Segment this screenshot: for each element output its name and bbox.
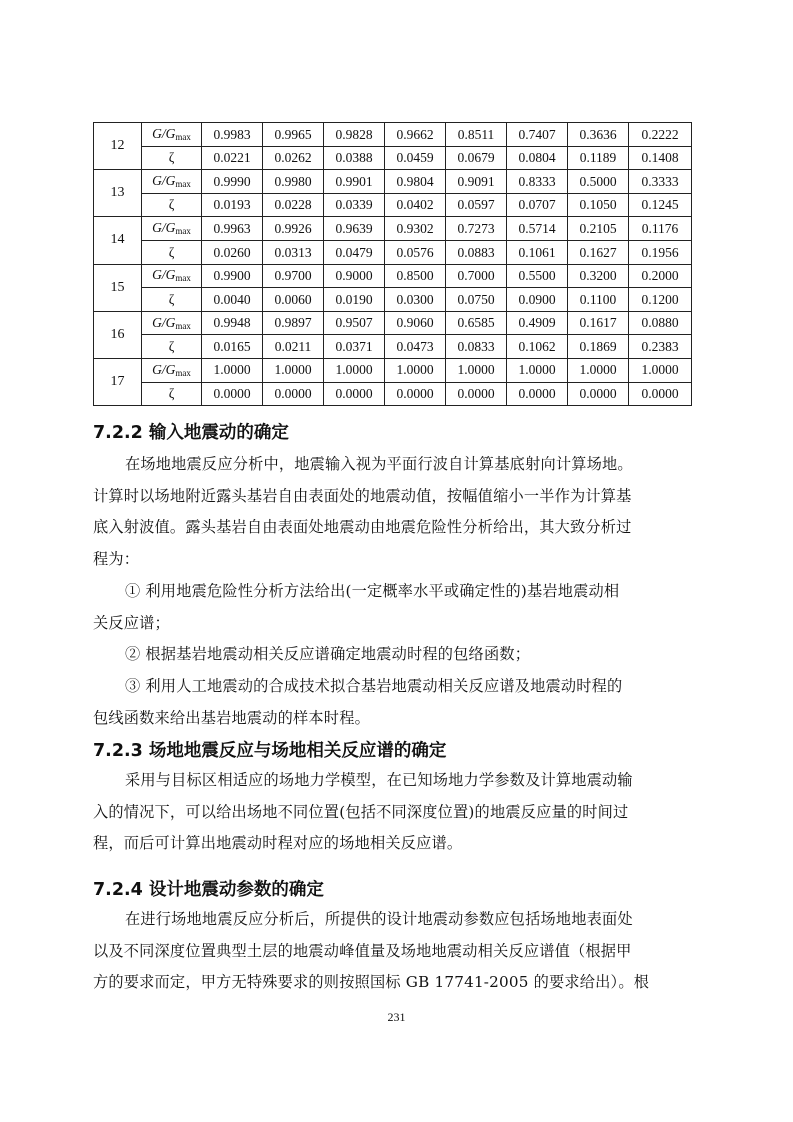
table-cell: 0.0313 <box>263 240 324 264</box>
modulus-ratio-symbol <box>142 217 202 241</box>
table-cell: 0.0750 <box>446 288 507 312</box>
table-cell: 0.0402 <box>385 193 446 217</box>
table-cell: 1.0000 <box>446 358 507 382</box>
table-cell: 0.0900 <box>507 288 568 312</box>
paragraph-site-response <box>93 765 697 860</box>
table-cell: 0.0300 <box>385 288 446 312</box>
table-cell: 0.0339 <box>324 193 385 217</box>
paragraph-design-parameters <box>93 904 697 999</box>
section-heading-7-2-3: 7.2.3 场地地震反应与场地相关反应谱的确定 <box>93 741 447 761</box>
soil-layer-number: 12 <box>94 123 142 170</box>
table-cell: 0.5500 <box>507 264 568 288</box>
damping-ratio-symbol: ζ <box>142 240 202 264</box>
table-cell: 0.0000 <box>263 382 324 406</box>
table-cell: 0.9639 <box>324 217 385 241</box>
table-cell: 0.9965 <box>263 123 324 147</box>
table-cell: 0.1200 <box>629 288 692 312</box>
modulus-ratio-symbol <box>142 264 202 288</box>
modulus-ratio-subscript: max <box>175 131 191 142</box>
modulus-ratio-symbol <box>142 311 202 335</box>
modulus-ratio-symbol-text: G/G <box>152 314 176 330</box>
table-cell: 0.1050 <box>568 193 629 217</box>
soil-layer-number: 15 <box>94 264 142 311</box>
damping-ratio-symbol: ζ <box>142 382 202 406</box>
table-cell: 1.0000 <box>263 358 324 382</box>
damping-ratio-symbol: ζ <box>142 288 202 312</box>
modulus-ratio-symbol <box>142 170 202 194</box>
table-row <box>94 264 692 288</box>
text-line: 程为： <box>93 550 140 569</box>
table-cell: 0.9963 <box>202 217 263 241</box>
table-cell: 0.0479 <box>324 240 385 264</box>
table-cell: 0.5000 <box>568 170 629 194</box>
table-cell: 0.9060 <box>385 311 446 335</box>
table-cell: 0.0597 <box>446 193 507 217</box>
damping-ratio-symbol: ζ <box>142 193 202 217</box>
table-cell: 1.0000 <box>385 358 446 382</box>
table-row <box>94 146 692 170</box>
modulus-ratio-symbol <box>142 123 202 147</box>
table-cell: 0.1627 <box>568 240 629 264</box>
table-cell: 1.0000 <box>202 358 263 382</box>
text-line: 底入射波值。露头基岩自由表面处地震动由地震危险性分析给出，其大致分析过 <box>93 518 632 537</box>
paragraph-input-motion <box>93 449 697 734</box>
table-cell: 0.2383 <box>629 335 692 359</box>
parameter-table-body <box>94 123 692 406</box>
table-cell: 0.9302 <box>385 217 446 241</box>
soil-layer-number: 14 <box>94 217 142 264</box>
table-cell: 0.8333 <box>507 170 568 194</box>
table-cell: 0.0040 <box>202 288 263 312</box>
text-line: 方的要求而定，甲方无特殊要求的则按照国标 GB 17741-2005 的要求给出）。根 <box>93 973 650 992</box>
section-heading-7-2-2: 7.2.2 输入地震动的确定 <box>93 423 289 443</box>
table-cell: 0.3636 <box>568 123 629 147</box>
table-cell: 0.9000 <box>324 264 385 288</box>
table-cell: 0.0371 <box>324 335 385 359</box>
table-row <box>94 170 692 194</box>
table-cell: 0.9900 <box>202 264 263 288</box>
table-cell: 1.0000 <box>568 358 629 382</box>
table-cell: 1.0000 <box>324 358 385 382</box>
table-cell: 0.9507 <box>324 311 385 335</box>
table-row <box>94 311 692 335</box>
list-item-2: ② 根据基岩地震动相关反应谱确定地震动时程的包络函数； <box>125 645 531 664</box>
table-cell: 0.0804 <box>507 146 568 170</box>
table-cell: 0.0221 <box>202 146 263 170</box>
modulus-ratio-symbol-text: G/G <box>152 267 176 283</box>
table-cell: 0.9990 <box>202 170 263 194</box>
text-line: 程，而后可计算出地震动时程对应的场地相关反应谱。 <box>93 834 463 853</box>
table-row <box>94 358 692 382</box>
table-cell: 1.0000 <box>507 358 568 382</box>
modulus-ratio-subscript: max <box>175 226 191 237</box>
table-cell: 0.8511 <box>446 123 507 147</box>
table-cell: 0.9897 <box>263 311 324 335</box>
table-cell: 0.9901 <box>324 170 385 194</box>
table-cell: 0.0833 <box>446 335 507 359</box>
modulus-ratio-subscript: max <box>175 367 191 378</box>
table-cell: 0.0190 <box>324 288 385 312</box>
parameter-table <box>93 122 692 406</box>
table-cell: 0.4909 <box>507 311 568 335</box>
table-cell: 0.9828 <box>324 123 385 147</box>
table-cell: 0.9926 <box>263 217 324 241</box>
table-cell: 0.0679 <box>446 146 507 170</box>
table-cell: 1.0000 <box>629 358 692 382</box>
table-cell: 0.0060 <box>263 288 324 312</box>
table-cell: 0.9983 <box>202 123 263 147</box>
table-cell: 0.0000 <box>629 382 692 406</box>
list-item-1-cont: 关反应谱； <box>93 613 170 632</box>
table-cell: 0.1408 <box>629 146 692 170</box>
table-row <box>94 335 692 359</box>
text-line: 计算时以场地附近露头基岩自由表面处的地震动值，按幅值缩小一半作为计算基 <box>93 486 632 505</box>
table-cell: 0.3333 <box>629 170 692 194</box>
page-number: 231 <box>387 1010 406 1024</box>
list-item-3: ③ 利用人工地震动的合成技术拟合基岩地震动相关反应谱及地震动时程的 <box>125 676 623 695</box>
table-cell: 0.0165 <box>202 335 263 359</box>
modulus-ratio-symbol-text: G/G <box>152 220 176 236</box>
soil-layer-number: 13 <box>94 170 142 217</box>
table-row <box>94 217 692 241</box>
table-cell: 0.1062 <box>507 335 568 359</box>
modulus-ratio-symbol-text: G/G <box>152 125 176 141</box>
list-item-3-cont: 包线函数来给出基岩地震动的样本时程。 <box>93 708 370 727</box>
table-row <box>94 288 692 312</box>
table-cell: 0.1100 <box>568 288 629 312</box>
modulus-ratio-symbol <box>142 358 202 382</box>
text-line: 采用与目标区相适应的场地力学模型，在已知场地力学参数及计算地震动输 <box>125 771 633 789</box>
text-line: 在进行场地地震反应分析后，所提供的设计地震动参数应包括场地地表面处 <box>125 910 633 928</box>
table-cell: 0.0880 <box>629 311 692 335</box>
table-row <box>94 382 692 406</box>
table-cell: 0.0576 <box>385 240 446 264</box>
modulus-ratio-subscript: max <box>175 178 191 189</box>
table-cell: 0.0000 <box>507 382 568 406</box>
modulus-ratio-symbol-text: G/G <box>152 172 176 188</box>
table-cell: 0.0707 <box>507 193 568 217</box>
table-cell: 0.6585 <box>446 311 507 335</box>
table-cell: 0.9662 <box>385 123 446 147</box>
table-cell: 0.0000 <box>202 382 263 406</box>
table-cell: 0.0262 <box>263 146 324 170</box>
soil-layer-number: 17 <box>94 358 142 405</box>
table-cell: 0.9091 <box>446 170 507 194</box>
table-cell: 0.1176 <box>629 217 692 241</box>
table-cell: 0.7407 <box>507 123 568 147</box>
damping-ratio-symbol: ζ <box>142 146 202 170</box>
table-cell: 0.0000 <box>568 382 629 406</box>
table-cell: 0.0000 <box>324 382 385 406</box>
table-cell: 0.0000 <box>385 382 446 406</box>
table-cell: 0.0459 <box>385 146 446 170</box>
table-cell: 0.9980 <box>263 170 324 194</box>
section-heading-7-2-4: 7.2.4 设计地震动参数的确定 <box>93 880 324 900</box>
table-cell: 0.8500 <box>385 264 446 288</box>
modulus-ratio-symbol-text: G/G <box>152 361 176 377</box>
table-cell: 0.0228 <box>263 193 324 217</box>
table-cell: 0.1061 <box>507 240 568 264</box>
text-line: 以及不同深度位置典型土层的地震动峰值量及场地地震动相关反应谱值（根据甲 <box>93 941 632 960</box>
table-cell: 0.7000 <box>446 264 507 288</box>
list-item-1: ① 利用地震危险性分析方法给出(一定概率水平或确定性的)基岩地震动相 <box>125 581 620 600</box>
table-cell: 0.0000 <box>446 382 507 406</box>
modulus-ratio-subscript: max <box>175 273 191 284</box>
table-cell: 0.1956 <box>629 240 692 264</box>
table-cell: 0.3200 <box>568 264 629 288</box>
table-cell: 0.9700 <box>263 264 324 288</box>
table-cell: 0.1617 <box>568 311 629 335</box>
table-cell: 0.1245 <box>629 193 692 217</box>
table-cell: 0.0260 <box>202 240 263 264</box>
table-cell: 0.2105 <box>568 217 629 241</box>
text-line: 在场地地震反应分析中，地震输入视为平面行波自计算基底射向计算场地。 <box>125 455 633 473</box>
table-cell: 0.0211 <box>263 335 324 359</box>
table-cell: 0.2222 <box>629 123 692 147</box>
table-cell: 0.0388 <box>324 146 385 170</box>
table-row <box>94 123 692 147</box>
table-cell: 0.1869 <box>568 335 629 359</box>
table-row <box>94 240 692 264</box>
table-cell: 0.9804 <box>385 170 446 194</box>
table-cell: 0.7273 <box>446 217 507 241</box>
table-row <box>94 193 692 217</box>
soil-layer-number: 16 <box>94 311 142 358</box>
table-cell: 0.2000 <box>629 264 692 288</box>
damping-ratio-symbol: ζ <box>142 335 202 359</box>
table-cell: 0.0193 <box>202 193 263 217</box>
text-line: 入的情况下，可以给出场地不同位置(包括不同深度位置)的地震反应量的时间过 <box>93 802 629 821</box>
table-cell: 0.5714 <box>507 217 568 241</box>
table-cell: 0.1189 <box>568 146 629 170</box>
modulus-ratio-subscript: max <box>175 320 191 331</box>
table-cell: 0.0473 <box>385 335 446 359</box>
table-cell: 0.0883 <box>446 240 507 264</box>
table-cell: 0.9948 <box>202 311 263 335</box>
